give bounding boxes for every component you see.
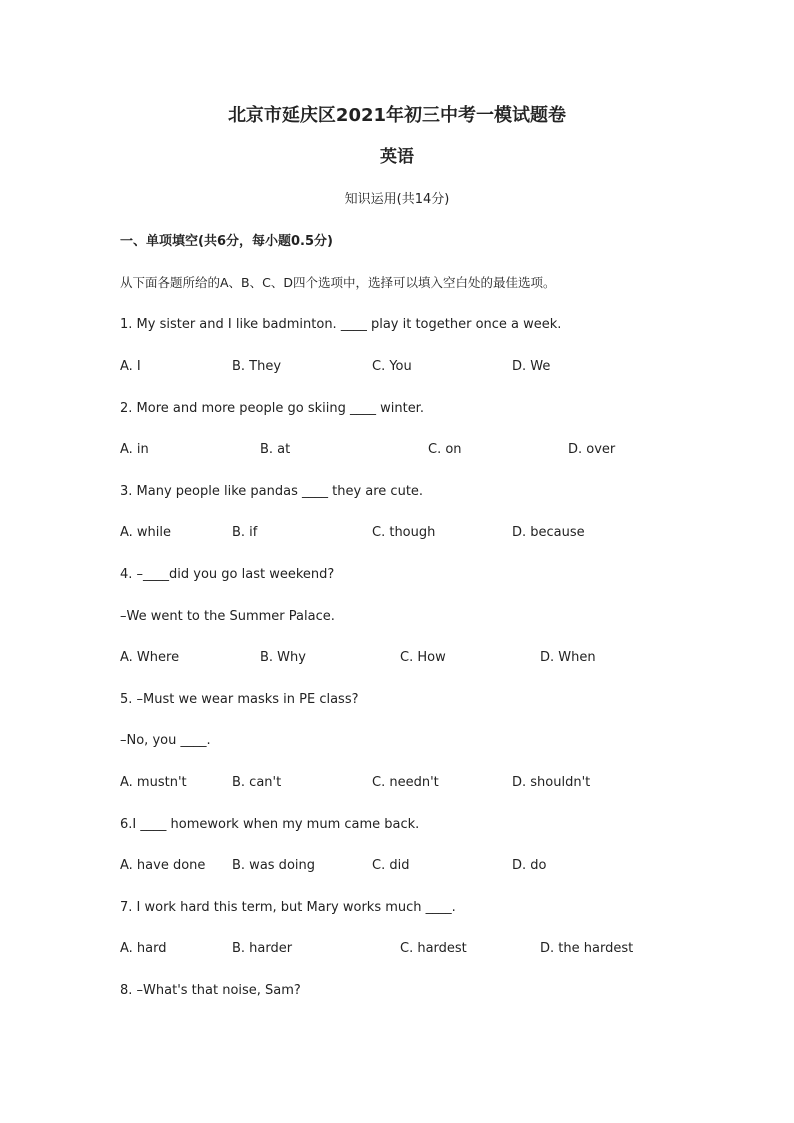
section-heading: 一、单项填空(共6分，每小题0.5分) — [120, 234, 333, 249]
section-instruction: 从下面各题所给的A、B、C、D四个选项中，选择可以填入空白处的最佳选项。 — [120, 275, 556, 290]
subject-title: 英语 — [380, 147, 414, 167]
question-4-option-c: C. How — [400, 650, 446, 665]
question-8-stem: 8. –What's that noise, Sam? — [120, 983, 301, 998]
question-2-stem: 2. More and more people go skiing ____ winter. — [120, 401, 424, 416]
question-3-option-a: A. while — [120, 525, 172, 540]
question-4-response: –We went to the Summer Palace. — [120, 609, 335, 624]
question-5-option-d: D. shouldn't — [512, 775, 591, 790]
question-3-option-d: D. because — [512, 525, 585, 540]
question-7-option-a: A. hard — [120, 941, 167, 956]
question-6-option-a: A. have done — [120, 858, 206, 873]
question-3-stem: 3. Many people like pandas ____ they are cute. — [120, 484, 424, 499]
question-2-option-b: B. at — [260, 442, 291, 457]
question-2-option-a: A. in — [120, 442, 149, 457]
question-5-option-a: A. mustn't — [120, 775, 187, 790]
question-4-option-b: B. Why — [260, 650, 306, 665]
question-6-option-d: D. do — [512, 858, 547, 873]
question-6-option-c: C. did — [372, 858, 410, 873]
question-1-option-c: C. You — [372, 359, 412, 374]
question-3-option-c: C. though — [372, 525, 436, 540]
part-title: 知识运用(共14分) — [344, 192, 450, 207]
question-7-option-c: C. hardest — [400, 941, 467, 956]
question-4-option-d: D. When — [540, 650, 596, 665]
question-1-option-b: B. They — [232, 359, 282, 374]
exam-title: 北京市延庆区2021年初三中考一模试题卷 — [227, 105, 567, 126]
question-1-option-d: D. We — [512, 359, 551, 374]
question-1-option-a: A. I — [120, 359, 141, 374]
question-1-stem: 1. My sister and I like badminton. ____ play it together once a week. — [120, 317, 562, 332]
question-5-response: –No, you ____. — [120, 733, 211, 748]
question-5-option-b: B. can't — [232, 775, 282, 790]
question-6-stem: 6.I ____ homework when my mum came back. — [120, 817, 420, 832]
question-7-option-b: B. harder — [232, 941, 293, 956]
question-7-option-d: D. the hardest — [540, 941, 634, 956]
question-2-option-c: C. on — [428, 442, 462, 457]
question-3-option-b: B. if — [232, 525, 258, 540]
question-5-option-c: C. needn't — [372, 775, 439, 790]
question-6-option-b: B. was doing — [232, 858, 315, 873]
question-4-stem: 4. –____did you go last weekend? — [120, 567, 335, 582]
question-4-option-a: A. Where — [120, 650, 180, 665]
question-7-stem: 7. I work hard this term, but Mary works much ____. — [120, 900, 456, 915]
question-5-stem: 5. –Must we wear masks in PE class? — [120, 692, 359, 707]
question-2-option-d: D. over — [568, 442, 616, 457]
